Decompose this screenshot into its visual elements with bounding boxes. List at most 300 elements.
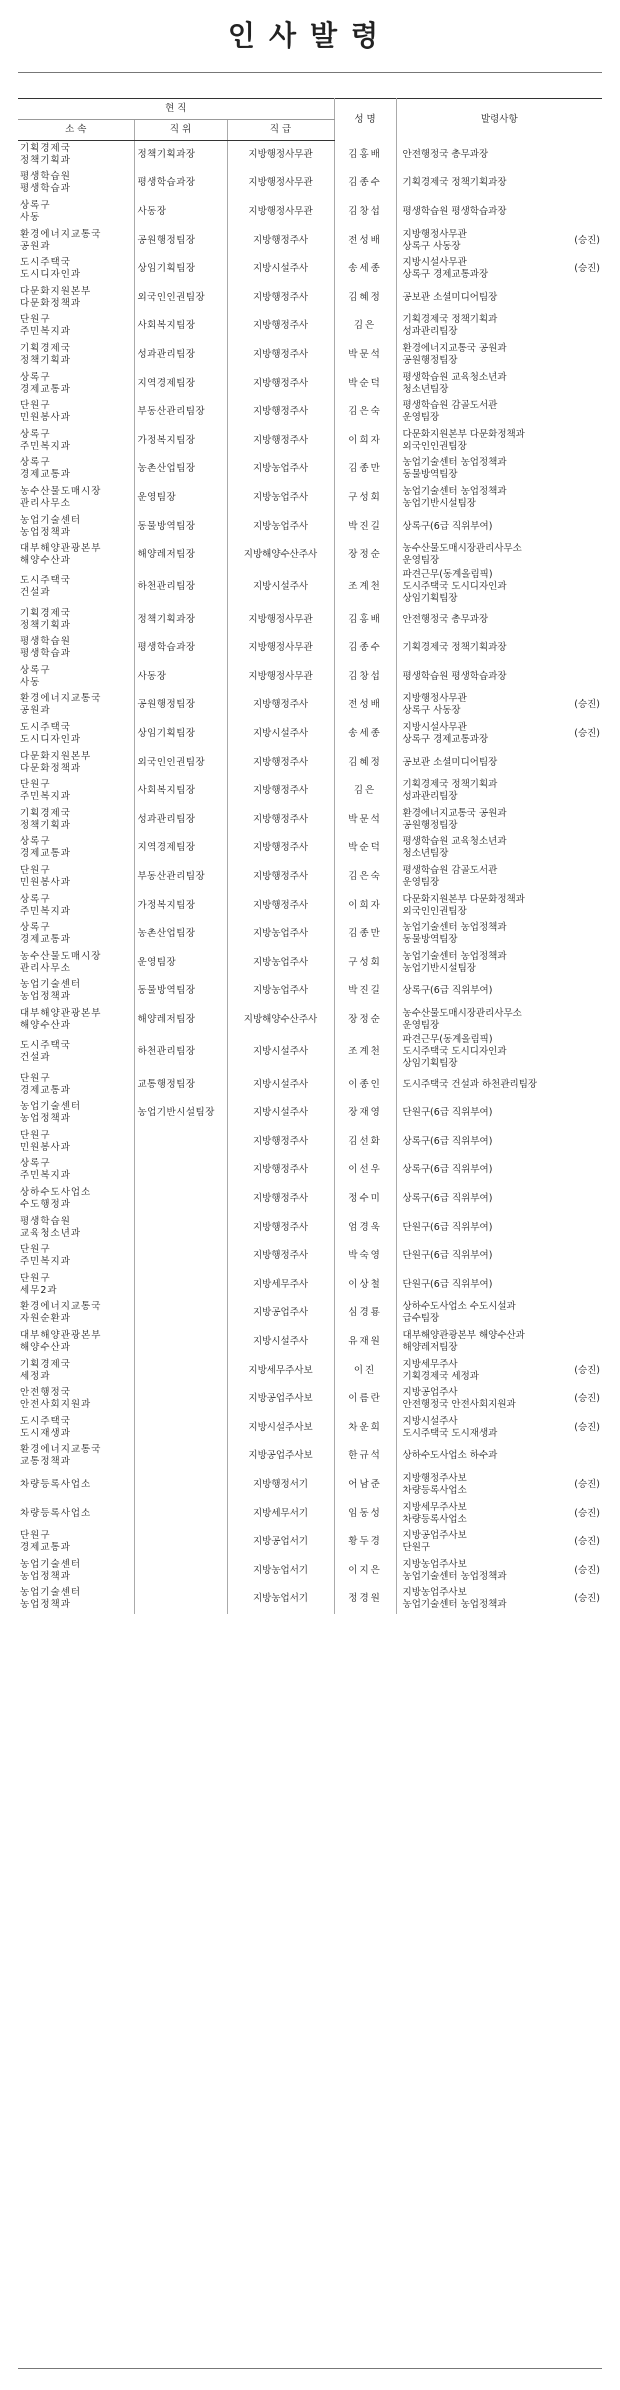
org-cell [18, 663, 134, 692]
assignment-cell [396, 920, 602, 949]
position-cell: 외국인인권팀장 [134, 283, 227, 312]
org-cell [18, 198, 134, 227]
position-cell [134, 1242, 227, 1271]
name-cell: 송세종 [334, 720, 396, 749]
grade-cell: 지방세무주사 [227, 1270, 334, 1299]
assignment-cell [396, 1585, 602, 1614]
assignment-line: 상록구(6급 직위부여) [402, 1164, 493, 1176]
assignment-line: 농업기술센터 농업정책과 [402, 1570, 507, 1582]
org-cell [18, 977, 134, 1006]
assignment-line: 다문화지원본부 다문화정책과 [402, 893, 525, 905]
assignment-line: 공보관 소셜미디어팀장 [402, 291, 498, 303]
position-cell: 공원행정팀장 [134, 691, 227, 720]
grade-cell: 지방행정주사 [227, 777, 334, 806]
org-cell [18, 920, 134, 949]
position-cell: 사회복지팀장 [134, 777, 227, 806]
org-cell [18, 1413, 134, 1442]
assignment-cell [396, 1413, 602, 1442]
assignment-line: 상하수도사업소 수도시설과 [402, 1301, 516, 1313]
org-cell [18, 455, 134, 484]
assignment-line: 지방행정사무관 [402, 228, 467, 240]
assignment-line: 도시주택국 도시디자인과 [402, 1046, 507, 1058]
table-row [18, 398, 602, 427]
grade-cell: 지방농업주사 [227, 920, 334, 949]
grade-cell: 지방세무서기 [227, 1499, 334, 1528]
grade-cell: 지방세무주사보 [227, 1356, 334, 1385]
name-cell: 박순덕 [334, 369, 396, 398]
assignment-line: 평생학습원 평생학습과장 [402, 205, 507, 217]
org-line: 농업정책과 [20, 526, 71, 538]
org-line: 건설과 [20, 587, 51, 599]
org-line: 대부해양관광본부 [20, 1329, 102, 1341]
name-cell: 조계천 [334, 1034, 396, 1070]
position-cell: 농촌산업팀장 [134, 920, 227, 949]
org-line: 평생학습과 [20, 183, 71, 195]
org-line: 차량등록사업소 [20, 1507, 92, 1519]
position-cell: 하천관리팀장 [134, 569, 227, 605]
position-cell: 부동산관리팀장 [134, 863, 227, 892]
assignment-line: 지방농업주사보 [402, 1558, 467, 1570]
table-row [18, 691, 602, 720]
page-title: 인사발령 [227, 19, 393, 52]
table-row [18, 1385, 602, 1414]
name-cell: 김창섭 [334, 198, 396, 227]
org-line: 기획경제국 [20, 342, 71, 354]
grade-cell: 지방공업주사보 [227, 1385, 334, 1414]
grade-cell: 지방공업주사 [227, 1299, 334, 1328]
org-line: 민원봉사과 [20, 1141, 71, 1153]
promotion-note: (승진) [574, 263, 601, 275]
name-cell: 조계천 [334, 569, 396, 605]
org-line: 단원구 [20, 400, 51, 412]
assignment-line: 상하수도사업소 하수과 [402, 1450, 498, 1462]
position-cell: 평생학습과장 [134, 634, 227, 663]
position-cell [134, 1528, 227, 1557]
grade-cell: 지방시설주사 [227, 720, 334, 749]
org-line: 기획경제국 [20, 807, 71, 819]
name-cell: 박문석 [334, 341, 396, 370]
assignment-line: 지방농업주사보 [402, 1587, 467, 1599]
grade-cell: 지방행정사무관 [227, 663, 334, 692]
org-line: 정책기획과 [20, 155, 71, 167]
org-line: 농업기술센터 [20, 1558, 82, 1570]
assignment-line: 평생학습원 평생학습과장 [402, 670, 507, 682]
position-cell [134, 1156, 227, 1185]
table-row [18, 569, 602, 605]
org-line: 대부해양관광본부 [20, 543, 102, 555]
org-line: 단원구 [20, 1129, 51, 1141]
org-cell [18, 777, 134, 806]
assignment-line: 다문화지원본부 다문화정책과 [402, 428, 525, 440]
name-cell: 김종수 [334, 634, 396, 663]
grade-cell: 지방행정주사 [227, 398, 334, 427]
grade-cell: 지방행정주사 [227, 1242, 334, 1271]
org-cell [18, 1528, 134, 1557]
grade-cell: 지방행정주사 [227, 834, 334, 863]
grade-cell: 지방농업주사 [227, 977, 334, 1006]
name-cell: 김창섭 [334, 663, 396, 692]
assignment-line: 동물방역팀장 [402, 469, 458, 481]
promotion-note: (승진) [574, 1393, 601, 1405]
assignment-line: 기획경제국 정책기획과 [402, 314, 498, 326]
table-row [18, 312, 602, 341]
name-cell: 구성회 [334, 484, 396, 513]
position-cell: 공원행정팀장 [134, 226, 227, 255]
org-cell [18, 863, 134, 892]
org-line: 환경에너지교통국 [20, 228, 102, 240]
name-cell: 엄경욱 [334, 1213, 396, 1242]
table-row [18, 634, 602, 663]
table-row [18, 1328, 602, 1357]
assignment-cell [396, 1299, 602, 1328]
name-cell: 김종수 [334, 169, 396, 198]
grade-cell: 지방해양수산주사 [227, 1006, 334, 1035]
promotion-note: (승진) [574, 1364, 601, 1376]
org-line: 다문화지원본부 [20, 750, 92, 762]
table-row [18, 512, 602, 541]
org-cell [18, 569, 134, 605]
org-cell [18, 1156, 134, 1185]
assignment-line: 청소년팀장 [402, 848, 449, 860]
table-row [18, 283, 602, 312]
grade-cell: 지방행정주사 [227, 863, 334, 892]
org-line: 단원구 [20, 865, 51, 877]
org-line: 다문화정책과 [20, 762, 82, 774]
name-cell: 정수미 [334, 1185, 396, 1214]
table-row [18, 1528, 602, 1557]
assignment-line: 농업기술센터 농업정책과 [402, 950, 507, 962]
name-cell: 어남준 [334, 1471, 396, 1500]
name-cell: 심경룡 [334, 1299, 396, 1328]
name-header: 성 명 [334, 99, 396, 141]
assignment-line: 단원구(6급 직위부여) [402, 1107, 493, 1119]
table-row [18, 1213, 602, 1242]
org-cell [18, 1442, 134, 1471]
name-cell: 전성배 [334, 691, 396, 720]
org-line: 상록구 [20, 664, 51, 676]
org-line: 경제교통과 [20, 1084, 71, 1096]
org-cell [18, 691, 134, 720]
table-row [18, 541, 602, 570]
table-row [18, 1034, 602, 1070]
name-cell: 황두경 [334, 1528, 396, 1557]
assignment-line: 운영팀장 [402, 555, 440, 567]
grade-cell: 지방행정주사 [227, 426, 334, 455]
assignment-line: 기획경제국 정책기획과장 [402, 177, 507, 189]
org-line: 도시재생과 [20, 1427, 71, 1439]
table-row [18, 1299, 602, 1328]
org-line: 상록구 [20, 922, 51, 934]
table-row [18, 426, 602, 455]
table-row [18, 1499, 602, 1528]
name-cell: 김은숙 [334, 863, 396, 892]
org-line: 주민복지과 [20, 1256, 71, 1268]
org-line: 기획경제국 [20, 143, 71, 155]
assignment-line: 지방시설사무관 [402, 722, 467, 734]
org-cell [18, 1185, 134, 1214]
org-line: 농업기술센터 [20, 979, 82, 991]
table-row [18, 1585, 602, 1614]
position-cell: 농촌산업팀장 [134, 455, 227, 484]
name-cell: 장재영 [334, 1099, 396, 1128]
table-row [18, 720, 602, 749]
promotion-note: (승진) [574, 1564, 601, 1576]
position-cell: 운영팀장 [134, 949, 227, 978]
org-line: 경제교통과 [20, 934, 71, 946]
assignment-line: 지방공업주사보 [402, 1530, 467, 1542]
org-cell [18, 1034, 134, 1070]
org-cell [18, 398, 134, 427]
position-cell [134, 1499, 227, 1528]
name-cell: 이선우 [334, 1156, 396, 1185]
org-line: 수도행정과 [20, 1198, 71, 1210]
org-cell [18, 634, 134, 663]
org-cell [18, 541, 134, 570]
org-line: 기획경제국 [20, 1358, 71, 1370]
assignment-cell [396, 777, 602, 806]
assignment-line: 안전행정국 총무과장 [402, 148, 489, 160]
org-line: 공원과 [20, 240, 51, 252]
assignment-line: 농업기반시설팀장 [402, 497, 476, 509]
org-header: 소 속 [18, 120, 134, 141]
name-cell: 이상철 [334, 1270, 396, 1299]
assignment-cell [396, 663, 602, 692]
assignment-line: 지방시설주사 [402, 1415, 458, 1427]
position-cell: 농업기반시설팀장 [134, 1099, 227, 1128]
grade-cell: 지방시설주사보 [227, 1413, 334, 1442]
grade-cell: 지방행정서기 [227, 1471, 334, 1500]
org-line: 주민복지과 [20, 326, 71, 338]
assignment-cell [396, 1242, 602, 1271]
assignment-cell [396, 569, 602, 605]
assignment-cell [396, 748, 602, 777]
name-cell: 이희자 [334, 891, 396, 920]
grade-cell: 지방농업서기 [227, 1585, 334, 1614]
assignment-line: 평생학습원 감골도서관 [402, 865, 498, 877]
position-cell [134, 1585, 227, 1614]
position-cell: 성과관리팀장 [134, 806, 227, 835]
name-cell: 이름란 [334, 1385, 396, 1414]
name-cell: 한규석 [334, 1442, 396, 1471]
assignment-line: 성과관리팀장 [402, 791, 458, 803]
org-cell [18, 1499, 134, 1528]
table-row [18, 748, 602, 777]
assignment-line: 상임기획팀장 [402, 1058, 458, 1070]
table-row [18, 198, 602, 227]
name-cell: 김은 [334, 312, 396, 341]
position-cell: 상임기획팀장 [134, 720, 227, 749]
table-row [18, 255, 602, 284]
table-row [18, 141, 602, 170]
org-line: 농업정책과 [20, 991, 71, 1003]
org-line: 상록구 [20, 836, 51, 848]
assignment-cell [396, 255, 602, 284]
org-cell [18, 226, 134, 255]
table-row [18, 1471, 602, 1500]
org-line: 교통정책과 [20, 1456, 71, 1468]
assignment-cell [396, 834, 602, 863]
position-cell [134, 1299, 227, 1328]
org-line: 농수산물도매시장 [20, 950, 102, 962]
assignment-line: 농업기술센터 농업정책과 [402, 922, 507, 934]
grade-cell: 지방시설주사 [227, 1328, 334, 1357]
assignment-cell [396, 1034, 602, 1070]
table-row [18, 1270, 602, 1299]
grade-cell: 지방해양수산주사 [227, 541, 334, 570]
table-row [18, 341, 602, 370]
org-line: 환경에너지교통국 [20, 693, 102, 705]
table-row [18, 1356, 602, 1385]
org-cell [18, 484, 134, 513]
org-line: 농업기술센터 [20, 1101, 82, 1113]
grade-cell: 지방행정주사 [227, 891, 334, 920]
assignment-cell [396, 977, 602, 1006]
grade-cell: 지방시설주사 [227, 1099, 334, 1128]
org-line: 평생학습원 [20, 636, 71, 648]
bottom-rule [18, 2368, 602, 2369]
position-cell: 교통행정팀장 [134, 1070, 227, 1099]
org-line: 도시디자인과 [20, 269, 82, 281]
assignment-cell [396, 1185, 602, 1214]
assignment-cell [396, 426, 602, 455]
assignment-cell [396, 341, 602, 370]
org-line: 상록구 [20, 893, 51, 905]
assignment-line: 차량등록사업소 [402, 1484, 467, 1496]
assignment-line: 지방시설사무관 [402, 257, 467, 269]
assignment-cell [396, 312, 602, 341]
org-line: 상하수도사업소 [20, 1186, 92, 1198]
position-cell [134, 1413, 227, 1442]
position-cell: 동물방역팀장 [134, 512, 227, 541]
org-line: 환경에너지교통국 [20, 1444, 102, 1456]
promotion-note: (승진) [574, 1593, 601, 1605]
table-row [18, 1099, 602, 1128]
name-cell: 김종만 [334, 455, 396, 484]
org-cell [18, 426, 134, 455]
assignment-cell [396, 1356, 602, 1385]
assignment-line: 운영팀장 [402, 412, 440, 424]
org-line: 평생학습과 [20, 648, 71, 660]
assignment-cell [396, 1442, 602, 1471]
assignment-line: 농업기반시설팀장 [402, 962, 476, 974]
org-cell [18, 1471, 134, 1500]
assignment-line: 상록구(6급 직위부여) [402, 1135, 493, 1147]
org-cell [18, 255, 134, 284]
table-row [18, 605, 602, 634]
org-line: 경제교통과 [20, 383, 71, 395]
table-row [18, 169, 602, 198]
grade-cell: 지방시설주사 [227, 1034, 334, 1070]
org-cell [18, 748, 134, 777]
org-line: 대부해양관광본부 [20, 1008, 102, 1020]
name-cell: 김은 [334, 777, 396, 806]
position-cell: 가정복지팀장 [134, 891, 227, 920]
table-row [18, 920, 602, 949]
org-cell [18, 949, 134, 978]
assignment-line: 환경에너지교통국 공원과 [402, 342, 507, 354]
position-cell: 운영팀장 [134, 484, 227, 513]
grade-cell: 지방행정주사 [227, 1156, 334, 1185]
position-cell: 지역경제팀장 [134, 834, 227, 863]
org-cell [18, 341, 134, 370]
name-cell: 김홍배 [334, 141, 396, 170]
assignment-line: 단원구 [402, 1542, 431, 1554]
assignment-cell [396, 1528, 602, 1557]
position-cell [134, 1556, 227, 1585]
assignment-line: 청소년팀장 [402, 383, 449, 395]
org-cell [18, 1556, 134, 1585]
assignment-cell [396, 484, 602, 513]
org-line: 평생학습원 [20, 171, 71, 183]
position-cell [134, 1328, 227, 1357]
assignment-cell [396, 169, 602, 198]
org-line: 해양수산과 [20, 1020, 71, 1032]
name-cell: 송세종 [334, 255, 396, 284]
org-line: 사동 [20, 676, 41, 688]
org-cell [18, 834, 134, 863]
org-cell [18, 283, 134, 312]
position-cell [134, 1442, 227, 1471]
assignment-line: 농업기술센터 농업정책과 [402, 1599, 507, 1611]
assignment-cell [396, 398, 602, 427]
name-cell: 박순덕 [334, 834, 396, 863]
org-line: 단원구 [20, 1272, 51, 1284]
grade-header: 직 급 [227, 120, 334, 141]
assignment-cell [396, 1006, 602, 1035]
grade-cell: 지방행정사무관 [227, 141, 334, 170]
org-line: 세무2과 [20, 1284, 58, 1296]
position-cell: 평생학습과장 [134, 169, 227, 198]
assignment-cell [396, 512, 602, 541]
org-line: 안전행정국 [20, 1387, 71, 1399]
grade-cell: 지방행정주사 [227, 226, 334, 255]
org-line: 단원구 [20, 1072, 51, 1084]
assignment-line: 지방세무주사 [402, 1358, 458, 1370]
org-line: 민원봉사과 [20, 412, 71, 424]
org-cell [18, 1006, 134, 1035]
org-cell [18, 141, 134, 170]
assignment-cell [396, 541, 602, 570]
org-cell [18, 1070, 134, 1099]
org-line: 세정과 [20, 1370, 51, 1382]
org-line: 관리사무소 [20, 962, 71, 974]
org-line: 주민복지과 [20, 1170, 71, 1182]
assignment-line: 기획경제국 정책기획과장 [402, 642, 507, 654]
name-cell: 박진길 [334, 977, 396, 1006]
position-cell [134, 1270, 227, 1299]
org-line: 상록구 [20, 371, 51, 383]
assignment-line: 상록구(6급 직위부여) [402, 520, 493, 532]
grade-cell: 지방행정주사 [227, 312, 334, 341]
grade-cell: 지방시설주사 [227, 1070, 334, 1099]
assignment-line: 지방세무주사보 [402, 1501, 467, 1513]
assignment-line: 도시주택국 도시재생과 [402, 1427, 498, 1439]
org-cell [18, 1270, 134, 1299]
org-line: 경제교통과 [20, 469, 71, 481]
org-cell [18, 891, 134, 920]
assignment-cell [396, 1099, 602, 1128]
org-cell [18, 1242, 134, 1271]
name-cell: 장정순 [334, 1006, 396, 1035]
assignment-cell [396, 1213, 602, 1242]
assignment-cell [396, 1270, 602, 1299]
grade-cell: 지방농업주사 [227, 484, 334, 513]
name-cell: 유재원 [334, 1328, 396, 1357]
table-row [18, 1006, 602, 1035]
name-cell: 김혜정 [334, 748, 396, 777]
assignment-line: 상록구 사동장 [402, 705, 461, 717]
grade-cell: 지방농업주사 [227, 949, 334, 978]
